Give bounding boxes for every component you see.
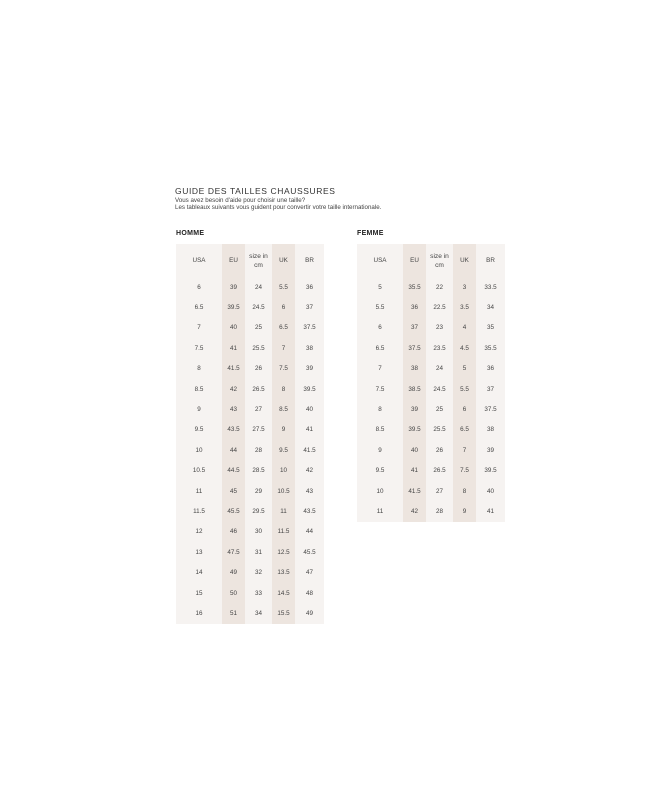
table-cell: 23 xyxy=(426,318,453,338)
table-cell: 43.5 xyxy=(222,420,245,440)
table-cell: 24.5 xyxy=(426,379,453,399)
table-cell: 24.5 xyxy=(245,297,272,317)
table-row xyxy=(357,440,505,460)
table-cell: 8 xyxy=(272,379,295,399)
table-cell: 7.5 xyxy=(176,338,222,358)
table-cell: 15.5 xyxy=(272,603,295,623)
table-cell: 9 xyxy=(453,501,476,521)
table-cell: 7 xyxy=(272,338,295,358)
table-cell: 39.5 xyxy=(403,420,426,440)
table-cell: 26 xyxy=(245,359,272,379)
table-row xyxy=(357,420,505,440)
table-cell: 37.5 xyxy=(476,399,505,419)
table-cell: 39.5 xyxy=(222,297,245,317)
table-cell: 10 xyxy=(272,461,295,481)
table-cell: 29 xyxy=(245,481,272,501)
table-cell: 33.5 xyxy=(476,277,505,297)
table-cell: 26.5 xyxy=(426,461,453,481)
table-cell: 37.5 xyxy=(403,338,426,358)
table-cell: 7 xyxy=(453,440,476,460)
table-cell: 47.5 xyxy=(222,542,245,562)
table-cell: 24 xyxy=(426,359,453,379)
table-cell: 8.5 xyxy=(357,420,403,440)
table-cell: 7.5 xyxy=(357,379,403,399)
table-row xyxy=(176,583,324,603)
table-cell: 41.5 xyxy=(403,481,426,501)
table-cell: 12 xyxy=(176,522,222,542)
table-cell: 11.5 xyxy=(272,522,295,542)
table-cell: 9 xyxy=(176,399,222,419)
table-cell: 5.5 xyxy=(453,379,476,399)
table-cell: 6.5 xyxy=(272,318,295,338)
table-cell: 41 xyxy=(295,420,324,440)
table-row xyxy=(176,420,324,440)
table-cell: 5 xyxy=(357,277,403,297)
table-cell: 33 xyxy=(245,583,272,603)
table-cell: 9.5 xyxy=(272,440,295,460)
table-row xyxy=(176,522,324,542)
table-row xyxy=(357,481,505,501)
table-cell: 8 xyxy=(176,359,222,379)
femme-title: FEMME xyxy=(357,230,384,237)
table-cell: 40 xyxy=(295,399,324,419)
table-cell: 44 xyxy=(222,440,245,460)
table-cell: 29.5 xyxy=(245,501,272,521)
table-cell: 37 xyxy=(476,379,505,399)
homme-title: HOMME xyxy=(176,230,205,237)
table-cell: 40 xyxy=(476,481,505,501)
table-cell: 42 xyxy=(295,461,324,481)
table-cell: 10 xyxy=(357,481,403,501)
table-cell: 9.5 xyxy=(357,461,403,481)
table-cell: 39 xyxy=(476,440,505,460)
homme-column-header: UK xyxy=(272,244,295,277)
table-row xyxy=(176,461,324,481)
table-row xyxy=(357,501,505,521)
table-cell: 8.5 xyxy=(176,379,222,399)
table-cell: 47 xyxy=(295,562,324,582)
size-guide-instructions: Les tableaux suivants vous guident pour convertir votre taille internationale. xyxy=(175,204,382,211)
table-cell: 11 xyxy=(176,481,222,501)
table-cell: 25 xyxy=(426,399,453,419)
table-row xyxy=(176,338,324,358)
table-row xyxy=(176,603,324,623)
table-cell: 13.5 xyxy=(272,562,295,582)
femme-header-row xyxy=(357,244,505,277)
table-cell: 40 xyxy=(403,440,426,460)
table-cell: 15 xyxy=(176,583,222,603)
table-cell: 37 xyxy=(295,297,324,317)
table-cell: 27 xyxy=(245,399,272,419)
table-cell: 9.5 xyxy=(176,420,222,440)
table-cell: 4 xyxy=(453,318,476,338)
table-cell: 45 xyxy=(222,481,245,501)
table-cell: 40 xyxy=(222,318,245,338)
table-cell: 41 xyxy=(476,501,505,521)
table-cell: 39 xyxy=(403,399,426,419)
table-cell: 32 xyxy=(245,562,272,582)
table-cell: 3.5 xyxy=(453,297,476,317)
table-cell: 7 xyxy=(176,318,222,338)
table-cell: 6 xyxy=(357,318,403,338)
table-cell: 38 xyxy=(476,420,505,440)
table-cell: 49 xyxy=(222,562,245,582)
table-cell: 6.5 xyxy=(357,338,403,358)
table-cell: 27.5 xyxy=(245,420,272,440)
table-cell: 51 xyxy=(222,603,245,623)
table-cell: 45.5 xyxy=(222,501,245,521)
homme-size-table xyxy=(176,244,324,624)
femme-column-header: size in cm xyxy=(426,244,453,277)
table-cell: 41 xyxy=(222,338,245,358)
table-cell: 50 xyxy=(222,583,245,603)
table-cell: 39.5 xyxy=(295,379,324,399)
table-cell: 25.5 xyxy=(245,338,272,358)
table-cell: 25.5 xyxy=(426,420,453,440)
table-cell: 39 xyxy=(295,359,324,379)
table-cell: 38 xyxy=(295,338,324,358)
table-row xyxy=(357,379,505,399)
table-cell: 7.5 xyxy=(272,359,295,379)
table-cell: 6.5 xyxy=(453,420,476,440)
table-cell: 14.5 xyxy=(272,583,295,603)
homme-column-header: size in cm xyxy=(245,244,272,277)
table-cell: 38.5 xyxy=(403,379,426,399)
table-cell: 8 xyxy=(357,399,403,419)
table-cell: 36 xyxy=(295,277,324,297)
table-cell: 36 xyxy=(476,359,505,379)
table-cell: 48 xyxy=(295,583,324,603)
table-cell: 25 xyxy=(245,318,272,338)
table-row xyxy=(357,359,505,379)
table-cell: 11 xyxy=(272,501,295,521)
femme-column-header: UK xyxy=(453,244,476,277)
table-cell: 35.5 xyxy=(403,277,426,297)
size-guide-title: GUIDE DES TAILLES CHAUSSURES xyxy=(175,186,336,196)
table-cell: 37 xyxy=(403,318,426,338)
table-cell: 43 xyxy=(295,481,324,501)
table-cell: 5.5 xyxy=(272,277,295,297)
table-cell: 45.5 xyxy=(295,542,324,562)
table-row xyxy=(357,338,505,358)
table-cell: 13 xyxy=(176,542,222,562)
table-row xyxy=(357,399,505,419)
table-cell: 8 xyxy=(453,481,476,501)
table-row xyxy=(176,277,324,297)
table-row xyxy=(357,318,505,338)
table-cell: 14 xyxy=(176,562,222,582)
table-row xyxy=(176,359,324,379)
table-cell: 30 xyxy=(245,522,272,542)
table-cell: 6 xyxy=(176,277,222,297)
table-cell: 12.5 xyxy=(272,542,295,562)
table-cell: 42 xyxy=(222,379,245,399)
table-cell: 11 xyxy=(357,501,403,521)
table-row xyxy=(176,542,324,562)
table-cell: 34 xyxy=(245,603,272,623)
size-guide-intro: Vous avez besoin d'aide pour choisir une taille? xyxy=(175,197,306,204)
table-cell: 41.5 xyxy=(222,359,245,379)
table-row xyxy=(176,501,324,521)
table-cell: 22 xyxy=(426,277,453,297)
homme-header-row xyxy=(176,244,324,277)
femme-size-table xyxy=(357,244,505,522)
femme-column-header: EU xyxy=(403,244,426,277)
table-cell: 8.5 xyxy=(272,399,295,419)
table-cell: 16 xyxy=(176,603,222,623)
table-row xyxy=(176,440,324,460)
table-cell: 43 xyxy=(222,399,245,419)
table-cell: 6 xyxy=(453,399,476,419)
table-cell: 28 xyxy=(245,440,272,460)
table-cell: 11.5 xyxy=(176,501,222,521)
table-cell: 5 xyxy=(453,359,476,379)
homme-column-header: BR xyxy=(295,244,324,277)
table-row xyxy=(176,481,324,501)
table-cell: 23.5 xyxy=(426,338,453,358)
table-cell: 39.5 xyxy=(476,461,505,481)
table-row xyxy=(176,318,324,338)
table-cell: 10.5 xyxy=(272,481,295,501)
table-cell: 44 xyxy=(295,522,324,542)
table-cell: 44.5 xyxy=(222,461,245,481)
table-row xyxy=(176,399,324,419)
table-cell: 34 xyxy=(476,297,505,317)
table-cell: 28 xyxy=(426,501,453,521)
table-cell: 7.5 xyxy=(453,461,476,481)
table-cell: 43.5 xyxy=(295,501,324,521)
femme-column-header: BR xyxy=(476,244,505,277)
table-cell: 35.5 xyxy=(476,338,505,358)
table-row xyxy=(176,297,324,317)
table-row xyxy=(357,297,505,317)
table-cell: 42 xyxy=(403,501,426,521)
table-cell: 22.5 xyxy=(426,297,453,317)
table-row xyxy=(357,461,505,481)
table-cell: 24 xyxy=(245,277,272,297)
table-row xyxy=(357,277,505,297)
table-cell: 31 xyxy=(245,542,272,562)
table-cell: 7 xyxy=(357,359,403,379)
homme-column-header: EU xyxy=(222,244,245,277)
table-cell: 28.5 xyxy=(245,461,272,481)
table-cell: 9 xyxy=(357,440,403,460)
table-row xyxy=(176,562,324,582)
table-cell: 41 xyxy=(403,461,426,481)
table-cell: 49 xyxy=(295,603,324,623)
table-cell: 10 xyxy=(176,440,222,460)
table-cell: 5.5 xyxy=(357,297,403,317)
table-cell: 4.5 xyxy=(453,338,476,358)
table-cell: 39 xyxy=(222,277,245,297)
table-cell: 6.5 xyxy=(176,297,222,317)
table-cell: 26 xyxy=(426,440,453,460)
table-cell: 41.5 xyxy=(295,440,324,460)
table-cell: 3 xyxy=(453,277,476,297)
table-cell: 10.5 xyxy=(176,461,222,481)
table-row xyxy=(176,379,324,399)
table-cell: 6 xyxy=(272,297,295,317)
table-cell: 35 xyxy=(476,318,505,338)
femme-column-header: USA xyxy=(357,244,403,277)
table-cell: 38 xyxy=(403,359,426,379)
table-cell: 9 xyxy=(272,420,295,440)
homme-column-header: USA xyxy=(176,244,222,277)
table-cell: 37.5 xyxy=(295,318,324,338)
table-cell: 26.5 xyxy=(245,379,272,399)
table-cell: 46 xyxy=(222,522,245,542)
table-cell: 36 xyxy=(403,297,426,317)
table-cell: 27 xyxy=(426,481,453,501)
